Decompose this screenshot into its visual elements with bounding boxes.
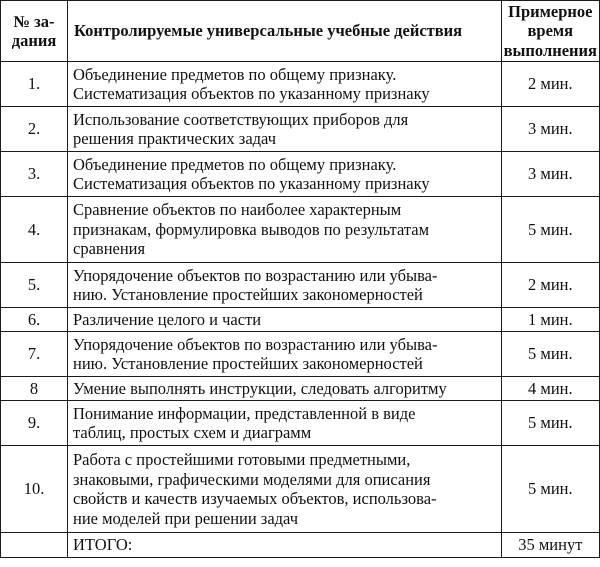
- task-number: 2.: [1, 107, 68, 152]
- total-label: ИТОГО:: [68, 533, 502, 558]
- task-activity: Работа с простейшими готовыми предметными, знаковыми, графическими моделями для описания свойств и качеств изучаемых объектов, использова- ние моделей при решении задач: [68, 446, 502, 533]
- task-activity: Использование соответствующих приборов для решения практических задач: [68, 107, 502, 152]
- total-row: [1, 533, 600, 558]
- header-task-number: № за- дания: [1, 1, 68, 62]
- task-number: 9.: [1, 401, 68, 446]
- task-activity: Различение целого и части: [68, 308, 502, 332]
- task-activity: Упорядочение объектов по возрастанию или убыва- нию. Установление простейших закономерностей: [68, 263, 502, 308]
- task-number: 7.: [1, 332, 68, 377]
- task-activity: Сравнение объектов по наиболее характерным признакам, формулировка выводов по результатам сравнения: [68, 197, 502, 263]
- task-number: 1.: [1, 62, 68, 107]
- task-time: 3 мин.: [501, 152, 599, 197]
- table-row: [1, 62, 600, 107]
- task-activity: Объединение предметов по общему признаку. Систематизация объектов по указанному признаку: [68, 62, 502, 107]
- task-number: 8: [1, 377, 68, 401]
- task-activity: Упорядочение объектов по возрастанию или убыва- нию. Установление простейших закономерностей: [68, 332, 502, 377]
- task-time: 5 мин.: [501, 332, 599, 377]
- task-number: 10.: [1, 446, 68, 533]
- table-row: [1, 263, 600, 308]
- task-time: 2 мин.: [501, 62, 599, 107]
- task-activity: Понимание информации, представленной в виде таблиц, простых схем и диаграмм: [68, 401, 502, 446]
- task-activity: Умение выполнять инструкции, следовать алгоритму: [68, 377, 502, 401]
- table-row: [1, 308, 600, 332]
- task-time: 3 мин.: [501, 107, 599, 152]
- table-row: [1, 377, 600, 401]
- table-row: [1, 401, 600, 446]
- table-row: [1, 197, 600, 263]
- total-time: 35 минут: [501, 533, 599, 558]
- table-header-row: [1, 1, 600, 62]
- table-row: [1, 107, 600, 152]
- header-activities: Контролируемые универсальные учебные действия: [68, 1, 502, 62]
- table-row: [1, 152, 600, 197]
- task-time: 4 мин.: [501, 377, 599, 401]
- table-row: [1, 332, 600, 377]
- header-time: Примерное время выполнения: [501, 1, 599, 62]
- table-row: [1, 446, 600, 533]
- task-activity: Объединение предметов по общему признаку. Систематизация объектов по указанному признаку: [68, 152, 502, 197]
- task-number: 5.: [1, 263, 68, 308]
- total-empty-cell: [1, 533, 68, 558]
- task-time: 5 мин.: [501, 401, 599, 446]
- task-time: 5 мин.: [501, 197, 599, 263]
- task-number: 6.: [1, 308, 68, 332]
- task-time: 5 мин.: [501, 446, 599, 533]
- task-number: 4.: [1, 197, 68, 263]
- task-time: 1 мин.: [501, 308, 599, 332]
- task-number: 3.: [1, 152, 68, 197]
- task-time: 2 мин.: [501, 263, 599, 308]
